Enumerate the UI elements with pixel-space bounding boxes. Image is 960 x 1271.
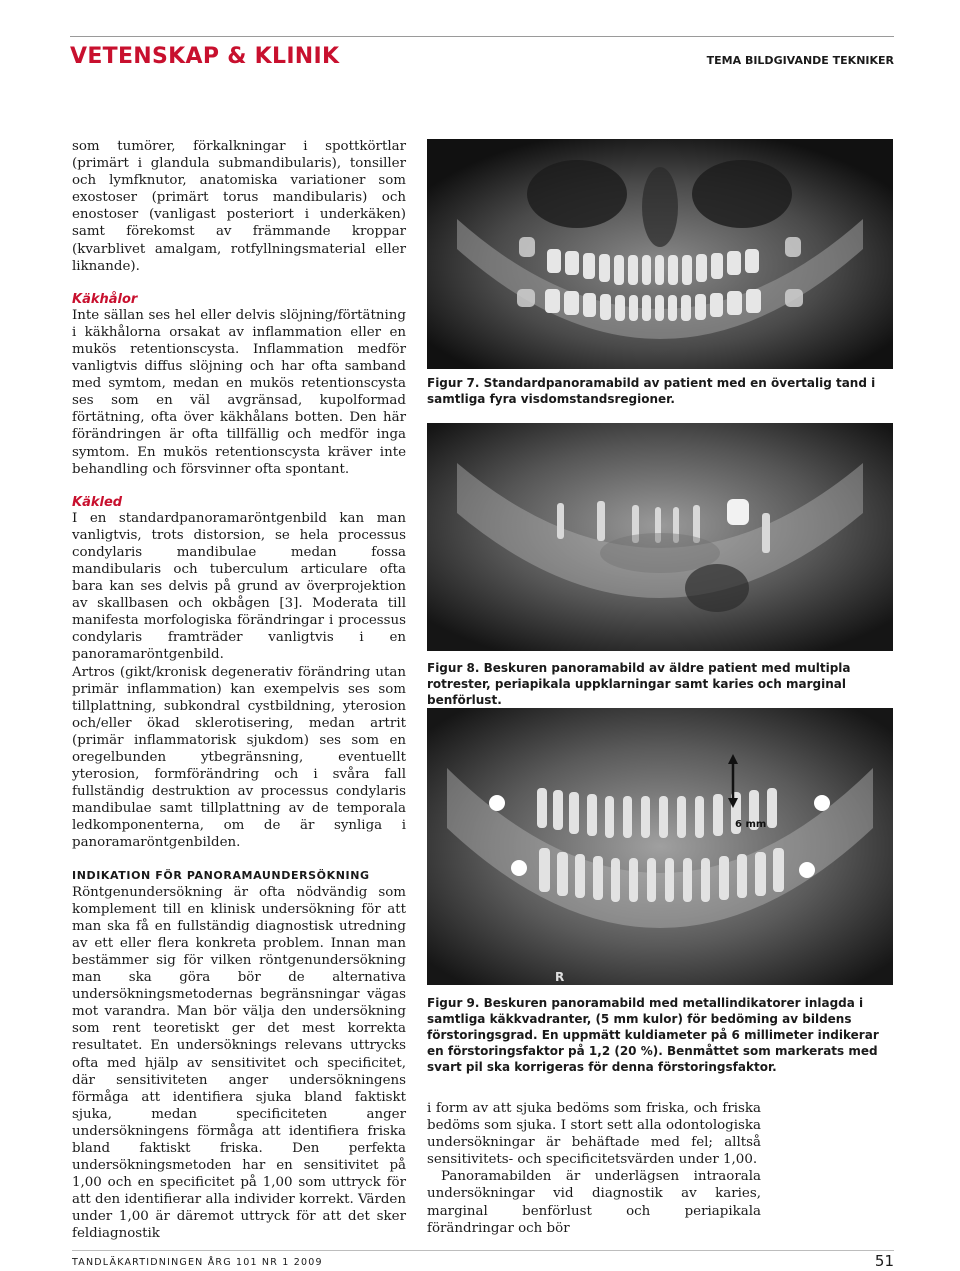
figure-8-caption: Figur 8. Beskuren panoramabild av äldre patient med multipla rotrester, periapikala uppklarningar samt karies och marginal benförlust. [427,661,851,707]
intro-paragraph: som tumörer, förkalkningar i spottkörtlar (primärt i glandula submandibularis), tonsiller och lymfknutor, anatomiska variationer som exostoser (primärt torus mandibularis) och enostoser (vanligast posteriort i underkäken) samt förekomst av främmande kroppar (kvarblivet amalgam, rotfyllningsmaterial eller liknande). [72,139,406,274]
left-column [72,138,406,1243]
figure-9-caption: Figur 9. Beskuren panoramabild med metallindikatorer inlagda i samtliga käkkvadranter, (5 mm kulor) för bedöming av bildens förstoringsgrad. En uppmätt kuldiameter på 6 millimeter indikerar en förstoringsfaktor på 1,2 (20 %). Benmåttet som markerats med svart pil ska korrigeras för denna förstoringsfaktor. [427,996,879,1074]
journal-footer: TANDLÄKARTIDNINGEN ÅRG 101 NR 1 2009 [72,1257,323,1268]
kakhalor-paragraph: Inte sällan ses hel eller delvis slöjning/förtätning i käkhålorna orsakat av inflammation eller en mukös retentionscysta. Inflammation medför vanligtvis diffus slöjning och har ofta samband med symtom, medan en mukös retentionscysta ses som en väl avgränsad, kupolformad förtätning, ofta över käkhålans botten. Den här förändringen är ofta tillfällig och medför inga symtom. En mukös retentionscysta kräver inte behandling och försvinner ofta spontant. [72,307,406,477]
theme-label: TEMA BILDGIVANDE TEKNIKER [706,54,894,67]
kakled-heading: Käkled [72,494,123,510]
figure-8-xray [427,423,893,651]
right-paragraph-2: Panoramabilden är underlägsen intraorala undersökningar vid diagnostik av karies, marginal benförlust och periapikala förändringar och bör [427,1169,761,1236]
section-title: VETENSKAP & KLINIK [70,44,340,69]
right-paragraph-1: i form av att sjuka bedöms som friska, och friska bedöms som sjuka. I stort sett alla odontologiska undersökningar är behäftade med fel; alltså sensitivitets- och specificitetsvärden under 1,00. [427,1101,761,1168]
kakled-paragraph-1: I en standardpanoramaröntgenbild kan man vanligtvis, trots distorsion, se hela processus condylaris mandibulae medan fossa mandibularis och tuberculum articulare ofta bara kan ses delvis på grund av överprojektion av skallbasen och okbågen [3]. Moderata till manifesta morfologiska förändringar i processus condylaris framträder vanligtvis i en panoramaröntgenbild. [72,510,406,663]
annotation-6mm: 6 mm [735,819,767,830]
right-column [427,1100,761,1237]
indikation-paragraph: Röntgenundersökning är ofta nödvändig som komplement till en klinisk undersökning för att man ska få en fullständig diagnostisk utredning av ett eller flera konkreta problem. Innan man bestämmer sig för vilken röntgenundersökning man ska göra bör de alternativa undersökningsmetodernas begränsningar vägas mot varandra. Man bör välja den undersökning som rent teoretiskt ger det mest korrekta resultatet. En undersöknings relevans uttrycks ofta med hjälp av sensitivitet och specificitet, där sensitiviteten anger undersökningens förmåga att identifiera sjuka bland faktiskt sjuka, medan specificiteten anger undersökningens förmåga att identifiera friska bland faktiskt friska. Den perfekta undersökningsmetoden har en sensitivitet på 1,00 och en specificitet på 1,00 som uttryck för att den identifierar alla individer korrekt. Värden under 1,00 är däremot uttryck för att det sker feldiagnostik [72,884,406,1242]
figure-7-caption: Figur 7. Standardpanoramabild av patient med en övertalig tand i samtliga fyra visdomstandsregioner. [427,376,876,406]
page-number: 51 [874,1252,894,1270]
kakled-paragraph-2: Artros (gikt/kronisk degenerativ förändring utan primär inflammation) kan exempelvis ses som tillplattning, subkondral cystbildning, yterosion och/eller ökad sklerotisering, medan artrit (primär inflammatorisk sjukdom) ses som en oregelbunden ytbegränsning, eventuellt yterosion, formförändring och i svåra fall fullständig destruktion av processus condylaris mandibulae samt tillplattning av de temporala ledkomponenterna, om de är synliga i panoramaröntgenbilden. [72,664,406,851]
figure-9-xray [427,708,893,985]
indikation-heading: INDIKATION FÖR PANORAMAUNDERSÖKNING [72,868,370,882]
side-marker-r: R [555,970,565,984]
figure-7-xray [427,139,893,369]
footer-rule [72,1250,894,1251]
header-rule [70,36,894,37]
kakhalor-heading: Käkhålor [72,291,138,307]
